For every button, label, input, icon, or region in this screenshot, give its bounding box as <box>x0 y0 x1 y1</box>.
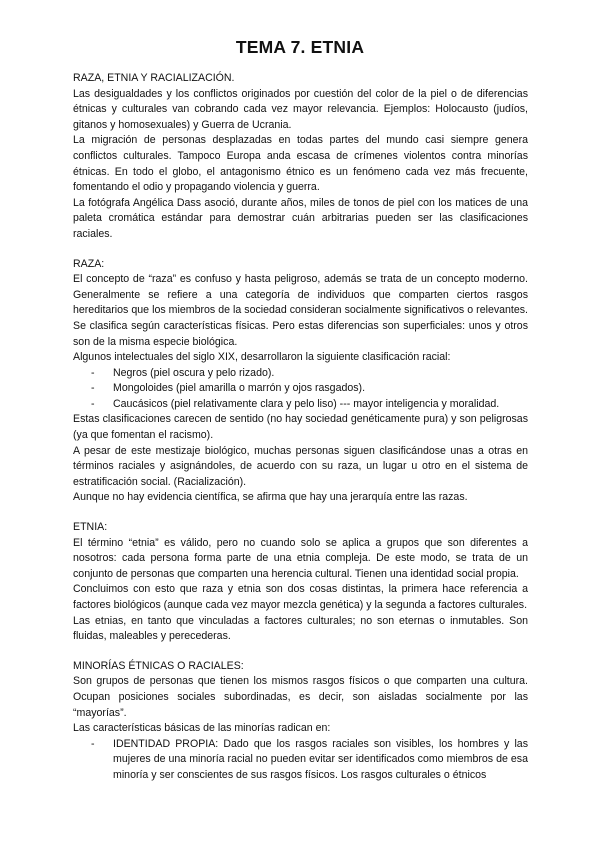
list-item: - IDENTIDAD PROPIA: Dado que los rasgos raciales son visibles, los hombres y las mujeres de una minoría racial no pueden evitar ser identificados como miembros de esa minoría y ser conscientes de sus rasgos físicos. Los rasgos culturales o étnicos <box>91 737 528 784</box>
paragraph: Estas clasificaciones carecen de sentido (no hay sociedad genéticamente pura) y son peligrosas (ya que fomentan el racismo). <box>73 413 528 442</box>
race-classification-list <box>73 366 528 413</box>
paragraph: A pesar de este mestizaje biológico, muchas personas siguen clasificándose unas a otras en términos raciales y asignándoles, de acuerdo con su raza, un lugar u otro en el sistema de estratificación social. (Racialización). <box>73 444 528 488</box>
paragraph: Las características básicas de las minorías radican en: <box>73 722 331 735</box>
list-item: - Negros (piel oscura y pelo rizado). <box>91 366 528 382</box>
paragraph: La fotógrafa Angélica Dass asoció, durante años, miles de tonos de piel con los matices de una paleta cromática estándar para demostrar cuán arbitrarias pueden ser las clasificaciones raciales. <box>73 196 528 240</box>
paragraph: La migración de personas desplazadas en todas partes del mundo casi siempre genera conflictos culturales. Tampoco Europa anda escasa de crímenes violentos contra minorías étnicas. En todo el globo, el antagonismo étnico es un fenómeno cada vez más frecuente, fomentando el odio y propagando violencia y guerra. <box>73 134 528 194</box>
paragraph: Concluimos con esto que raza y etnia son dos cosas distintas, la primera hace referencia a factores biológicos (aunque cada vez mayor mezcla genética) y la segunda a factores culturales. <box>73 583 528 611</box>
minority-characteristics-list <box>73 737 528 784</box>
paragraph: El concepto de “raza” es confuso y hasta peligroso, además se trata de un concepto moderno. Generalmente se refiere a una categoría de individuos que comparten ciertos rasgos hereditarios que los miembros de la sociedad consideran socialmente significativos o relevantes. Se clasifica según características físicas. Pero estas diferencias son superficiales: unos y otros son de la misma especie biológica. <box>73 273 528 348</box>
paragraph: El término “etnia” es válido, pero no cuando solo se aplica a grupos que son diferentes a nosotros: cada persona forma parte de una etnia compleja. De este modo, se trata de un conjunto de personas que comparten una herencia cultural. Tienen una identidad social propia. <box>73 536 528 580</box>
paragraph: Algunos intelectuales del siglo XIX, desarrollaron la siguiente clasificación racial: <box>73 351 451 364</box>
section-heading-minorias: MINORÍAS ÉTNICAS O RACIALES: <box>73 659 244 672</box>
section-heading-etnia: ETNIA: <box>73 521 108 534</box>
section-heading-raza-etnia-racializacion: RAZA, ETNIA Y RACIALIZACIÓN. <box>73 72 235 84</box>
paragraph: Aunque no hay evidencia científica, se afirma que hay una jerarquía entre las razas. <box>73 491 468 504</box>
document-title: TEMA 7. ETNIA <box>235 37 365 57</box>
paragraph: Las etnias, en tanto que vinculadas a factores culturales; no son eternas o inmutables. Son fluidas, maleables y perecederas. <box>73 614 528 643</box>
list-item: - Mongoloides (piel amarilla o marrón y ojos rasgados). <box>91 381 528 397</box>
paragraph: Son grupos de personas que tienen los mismos rasgos físicos o que comparten una cultura. Ocupan posiciones sociales subordinadas, es decir, son aisladas socialmente por las “mayorías”. <box>73 675 528 719</box>
section-heading-raza: RAZA: <box>73 257 105 270</box>
document-body <box>73 71 528 784</box>
list-item: - Caucásicos (piel relativamente clara y pelo liso) --- mayor inteligencia y moralidad. <box>91 397 528 413</box>
paragraph: Las desigualdades y los conflictos originados por cuestión del color de la piel o de diferencias étnicas y culturales van cobrando cada vez mayor relevancia. Ejemplos: Holocausto (judíos, gitanos y homosexuales) y Guerra de Ucrania. <box>73 87 528 131</box>
